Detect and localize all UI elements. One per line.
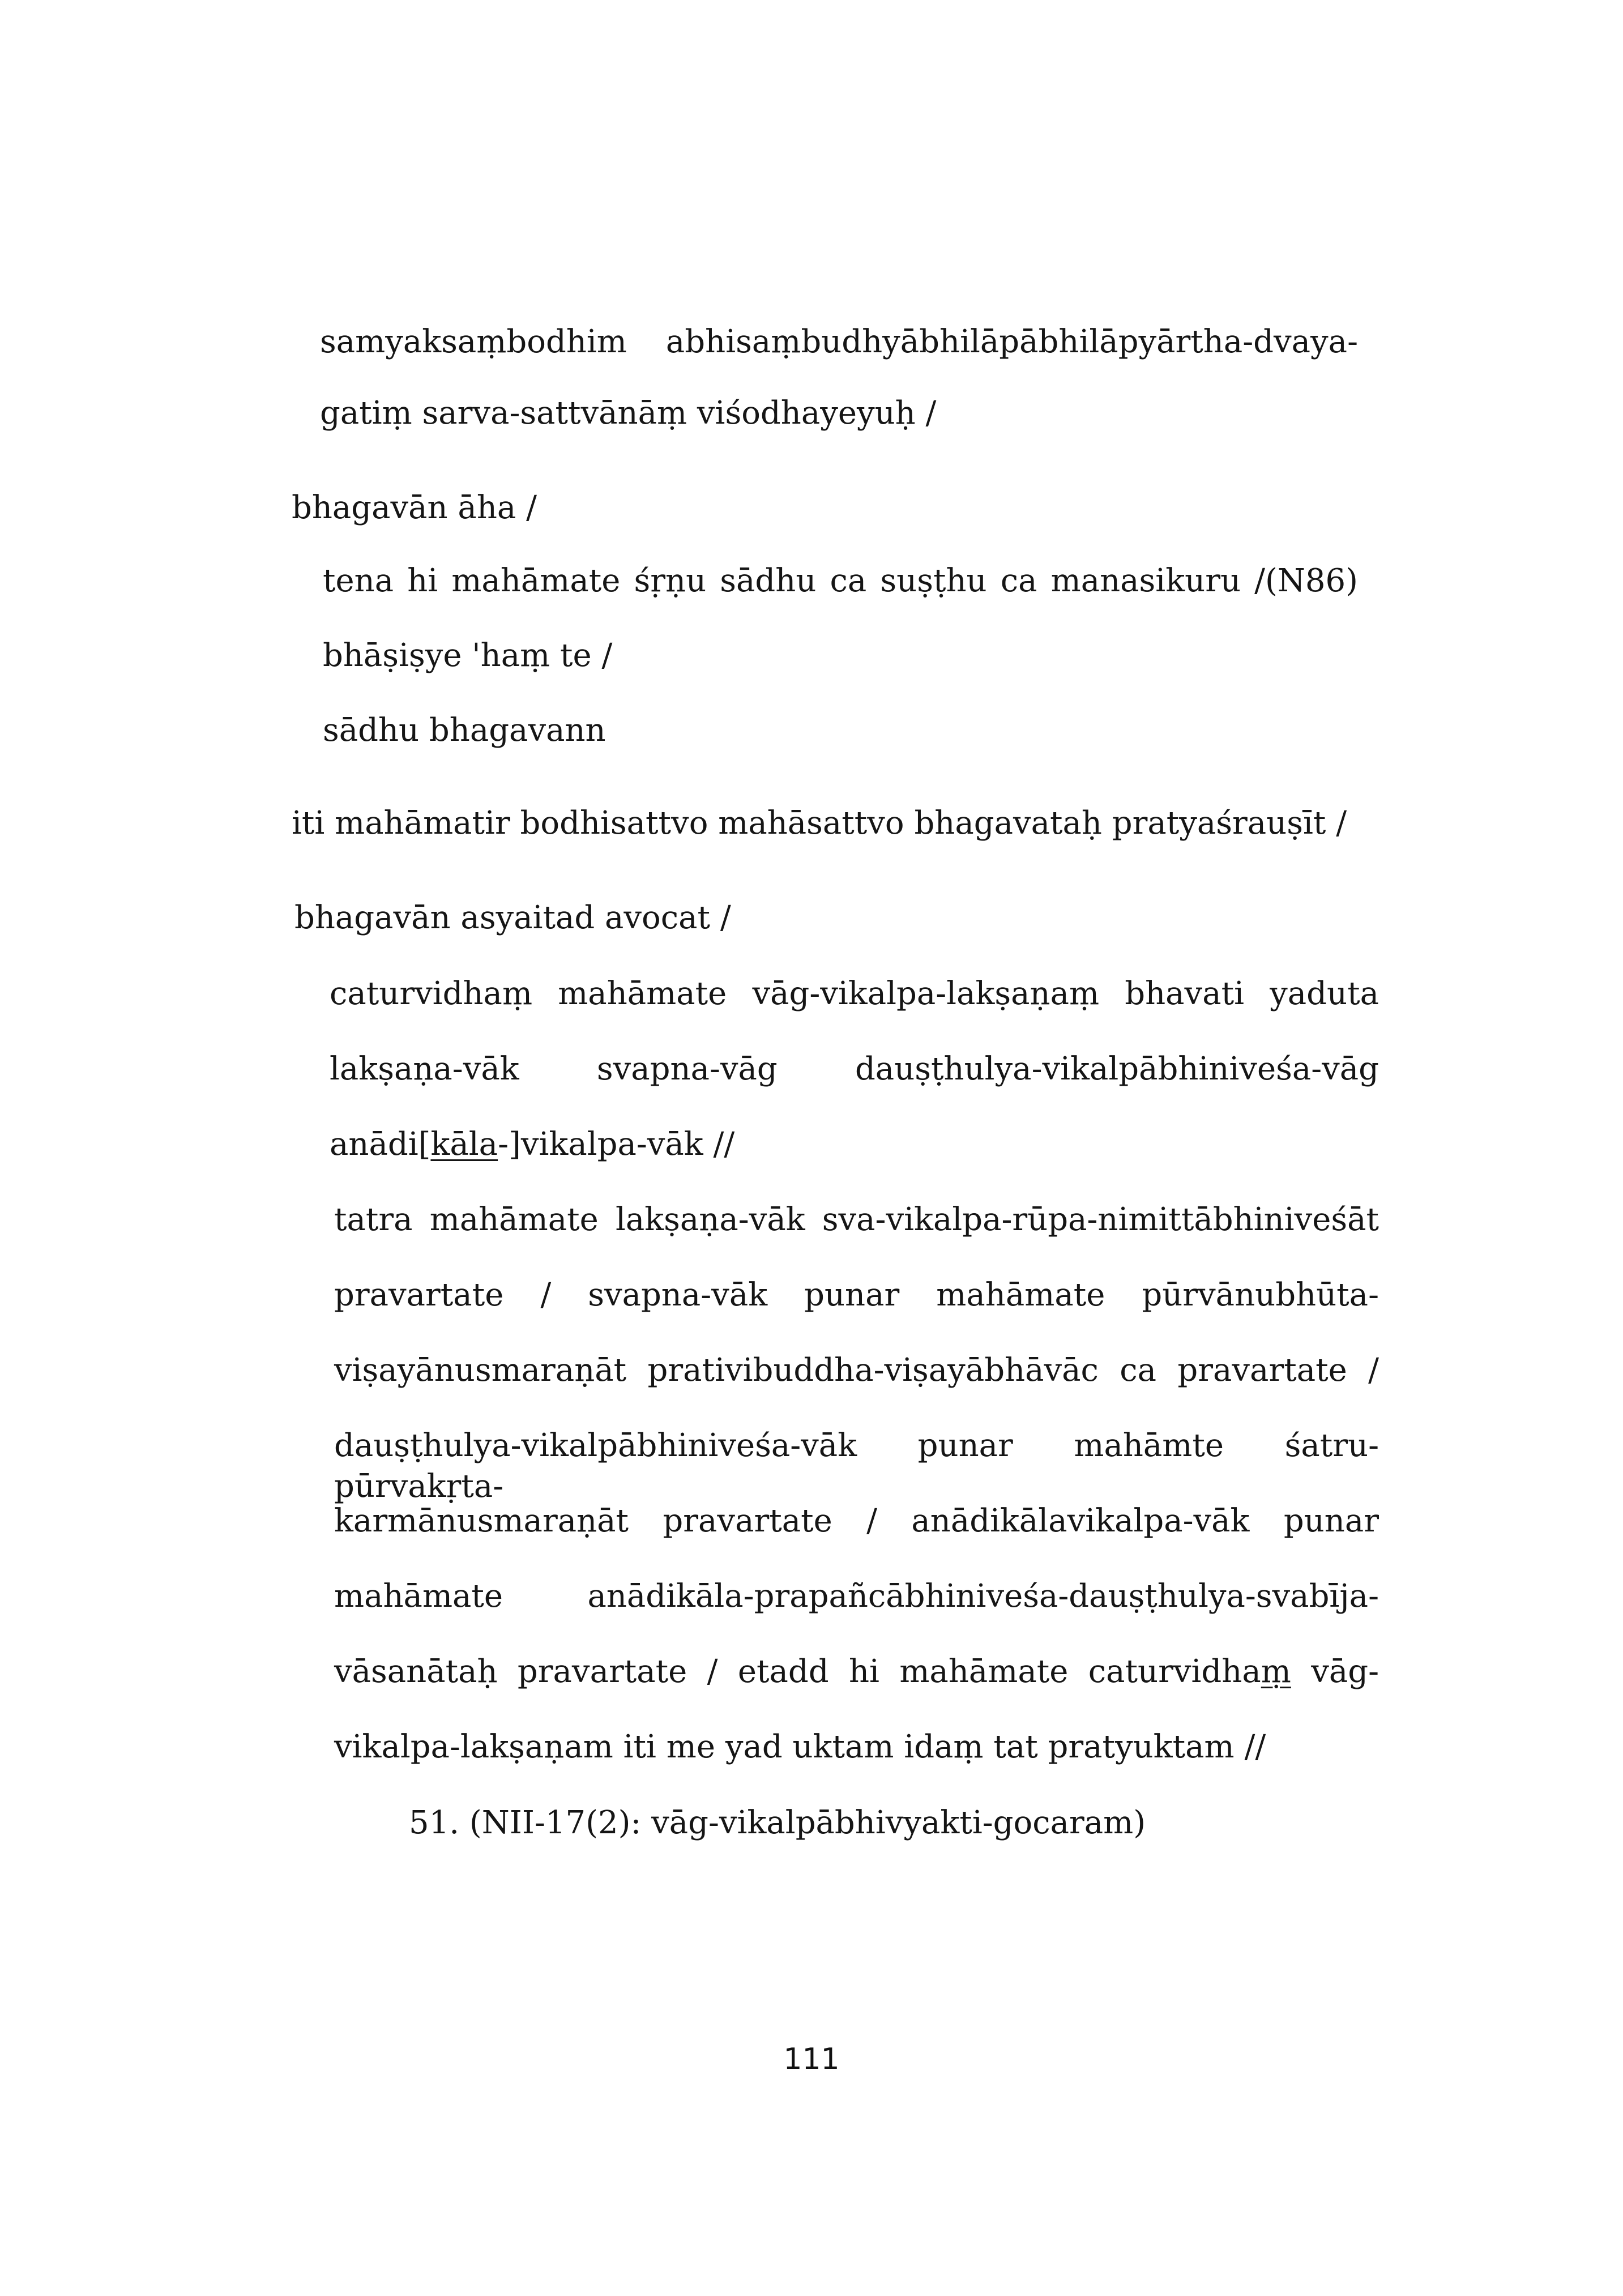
- text-line-18-end: vāg-: [1291, 1653, 1379, 1690]
- text-line-11: [330, 1124, 734, 1165]
- text-line-18: [334, 1651, 1379, 1692]
- underlined-anusvara: ṃ: [1261, 1653, 1291, 1690]
- underlined-kala: kāla: [430, 1126, 498, 1163]
- text-line-1: samyaksaṃbodhim abhisaṃbudhyābhilāpābhilāpyārtha-dvaya-: [320, 323, 1358, 360]
- text-line-17: mahāmate anādikāla-prapañcābhiniveśa-dauṣṭhulya-svabīja-: [334, 1578, 1379, 1615]
- text-line-5: bhāṣiṣye 'haṃ te /: [323, 637, 613, 674]
- text-line-12: tatra mahāmate lakṣaṇa-vāk sva-vikalpa-rūpa-nimittābhiniveśāt: [334, 1201, 1379, 1238]
- text-line-6: sādhu bhagavann: [323, 712, 606, 749]
- text-line-2: gatiṃ sarva-sattvānāṃ viśodhayeyuḥ /: [320, 395, 937, 432]
- section-heading: 51. (NII-17(2): vāg-vikalpābhivyakti-gocaram): [409, 1804, 1146, 1841]
- text-line-14: viṣayānusmaraṇāt prativibuddha-viṣayābhāvāc ca pravartate /: [334, 1352, 1379, 1389]
- text-line-7: iti mahāmatir bodhisattvo mahāsattvo bhagavataḥ pratyaśrauṣīt /: [292, 805, 1347, 842]
- text-line-18-start: vāsanātaḥ pravartate / etadd hi mahāmate caturvidha: [334, 1653, 1261, 1690]
- text-line-16: karmānusmaraṇāt pravartate / anādikālavikalpa-vāk punar: [334, 1503, 1379, 1539]
- text-line-3: bhagavān āha /: [292, 489, 537, 526]
- text-line-19: vikalpa-lakṣaṇam iti me yad uktam idaṃ tat pratyuktam //: [334, 1729, 1266, 1765]
- text-line-4: tena hi mahāmate śṛṇu sādhu ca suṣṭhu ca manasikuru /(N86): [323, 562, 1358, 599]
- text-line-9: caturvidhaṃ mahāmate vāg-vikalpa-lakṣaṇaṃ bhavati yaduta: [330, 975, 1379, 1012]
- text-line-13: pravartate / svapna-vāk punar mahāmate pūrvānubhūta-: [334, 1277, 1379, 1313]
- page-number: 111: [783, 2042, 840, 2076]
- text-line-15: dauṣṭhulya-vikalpābhiniveśa-vāk punar mahāmte śatru-pūrvakṛta-: [334, 1427, 1379, 1505]
- text-line-10: lakṣaṇa-vāk svapna-vāg dauṣṭhulya-vikalpābhiniveśa-vāg: [330, 1051, 1379, 1087]
- text-line-11-end: -]vikalpa-vāk //: [498, 1126, 735, 1163]
- text-line-8: bhagavān asyaitad avocat /: [294, 899, 731, 936]
- text-line-11-start: anādi[: [330, 1126, 431, 1163]
